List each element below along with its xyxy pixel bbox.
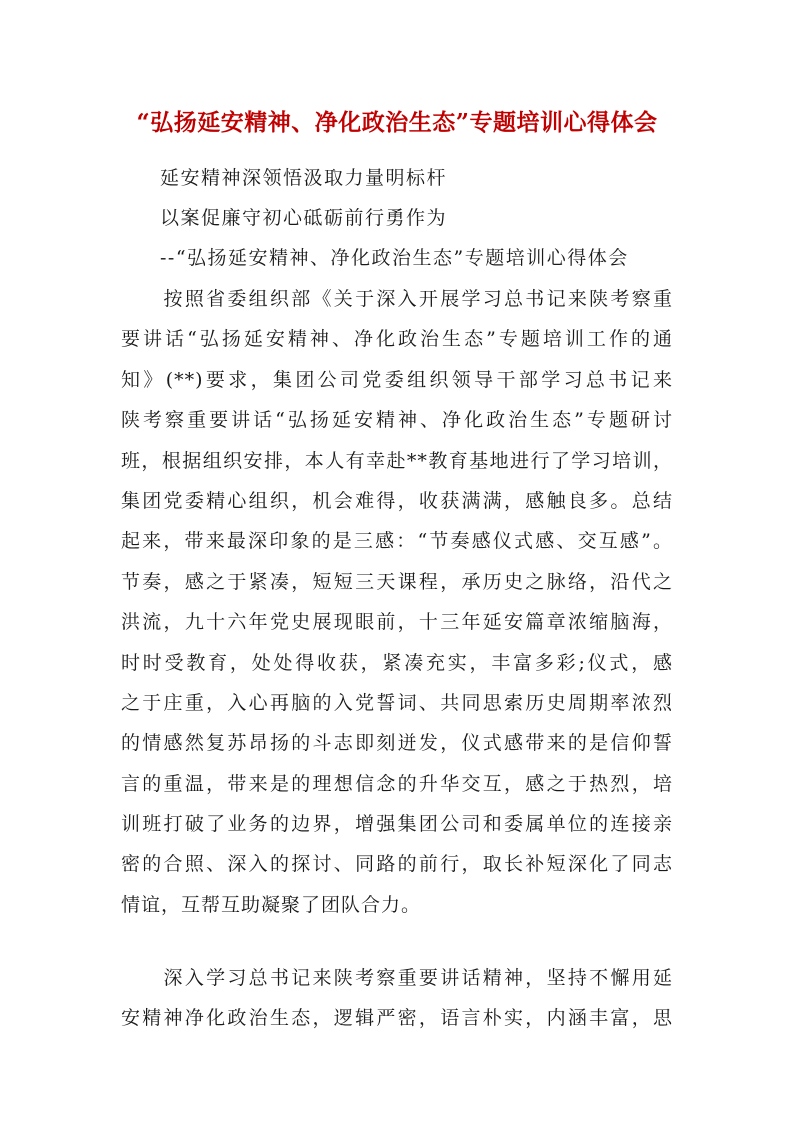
paragraph-2 xyxy=(121,958,673,1039)
paragraph-line: 节奏，感之于紧凑，短短三天课程，承历史之脉络，沿代之 xyxy=(121,570,673,593)
paragraph-line: 陕考察重要讲话“弘扬延安精神、净化政治生态”专题研讨 xyxy=(121,409,673,432)
paragraph-line: 深入学习总书记来陕考察重要讲话精神，坚持不懈用延 xyxy=(121,967,673,989)
subtitle-line-3: --“弘扬延安精神、净化政治生态”专题培训心得体会 xyxy=(160,247,629,269)
paragraph-line: 按照省委组织部《关于深入开展学习总书记来陕考察重 xyxy=(121,288,673,310)
paragraph-line: 起来，带来最深印象的是三感：“节奏感仪式感、交互感”。 xyxy=(121,530,673,553)
paragraph-line: 言的重温，带来是的理想信念的升华交互，感之于热烈，培 xyxy=(121,772,673,795)
paragraph-line: 密的合照、深入的探讨、同路的前行，取长补短深化了同志 xyxy=(121,853,673,876)
document-title: “弘扬延安精神、净化政治生态”专题培训心得体会 xyxy=(136,109,658,136)
paragraph-line: 时时受教育，处处得收获，紧凑充实，丰富多彩;仪式，感 xyxy=(121,651,673,674)
paragraph-line: 班，根据组织安排，本人有幸赴**教育基地进行了学习培训， xyxy=(121,449,673,472)
paragraph-line: 训班打破了业务的边界，增强集团公司和委属单位的连接亲 xyxy=(121,813,673,836)
paragraph-line: 要讲话“弘扬延安精神、净化政治生态”专题培训工作的通 xyxy=(121,328,673,351)
paragraph-line: 集团党委精心组织，机会难得，收获满满，感触良多。总结 xyxy=(121,489,673,512)
paragraph-line: 的情感然复苏昂扬的斗志即刻迸发，仪式感带来的是信仰誓 xyxy=(121,732,673,755)
paragraph-line: 之于庄重，入心再脑的入党誓词、共同思索历史周期率浓烈 xyxy=(121,691,673,714)
paragraph-1 xyxy=(121,279,673,925)
subtitle-line-1: 延安精神深领悟汲取力量明标杆 xyxy=(160,167,448,189)
paragraph-line: 安精神净化政治生态，逻辑严密，语言朴实，内涵丰富，思 xyxy=(121,1007,673,1030)
subtitle-line-2: 以案促廉守初心砥砺前行勇作为 xyxy=(160,207,448,229)
paragraph-line: 洪流，九十六年党史展现眼前，十三年延安篇章浓缩脑海， xyxy=(121,611,673,634)
paragraph-line: 知》(**)要求，集团公司党委组织领导干部学习总书记来 xyxy=(121,368,673,391)
paragraph-line: 情谊，互帮互助凝聚了团队合力。 xyxy=(121,893,422,916)
